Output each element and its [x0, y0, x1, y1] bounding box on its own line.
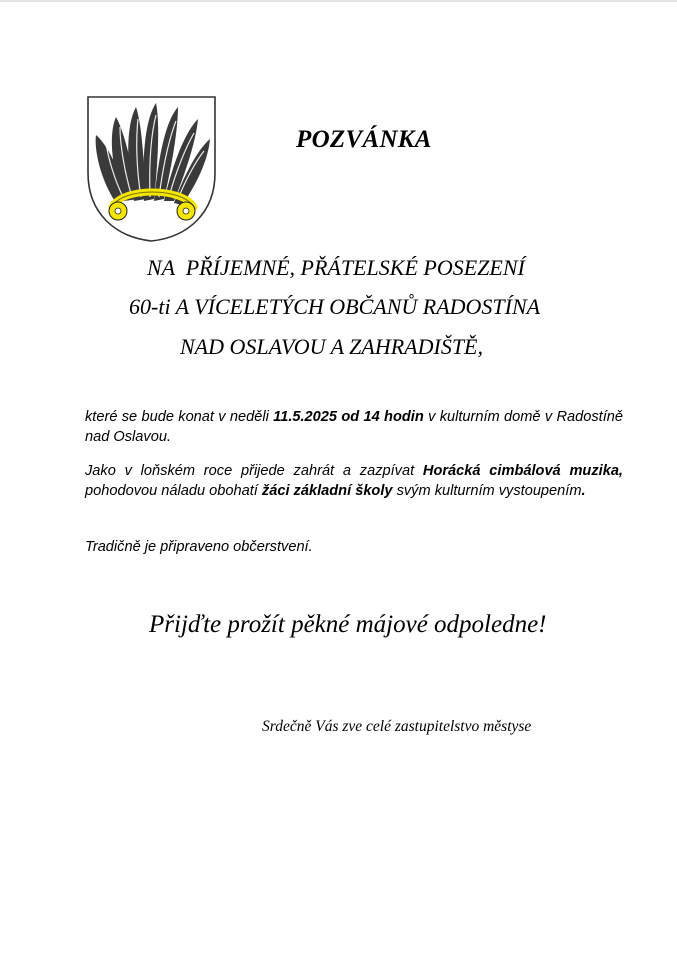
program-period: .	[581, 483, 586, 499]
page-top-edge	[0, 0, 677, 2]
headline-line-1: NA PŘÍJEMNÉ, PŘÁTELSKÉ POSEZENÍ	[147, 255, 525, 280]
pupils-highlight: žáci základní školy	[261, 483, 393, 499]
headline-line-3: NAD OSLAVOU A ZAHRADIŠTĚ,	[180, 334, 483, 359]
program-middle-text: pohodovou náladu obohatí	[85, 483, 262, 499]
event-date: 11.5.2025	[273, 409, 338, 425]
event-venue-text: v kulturním domě v Radostíně nad Oslavou.	[85, 409, 623, 445]
program-intro-text: Jako v loňském roce přijede zahrát a zazpívat	[85, 463, 423, 479]
event-details-paragraph	[85, 407, 623, 447]
band-name: Horácká cimbálová muzika,	[422, 463, 623, 479]
headline-line-2: 60-ti A VÍCELETÝCH OBČANŮ RADOSTÍNA	[129, 294, 541, 319]
event-time: od 14 hodin	[341, 409, 424, 425]
event-details-text: které se bude konat v neděli	[85, 409, 274, 425]
coat-of-arms-icon	[86, 95, 217, 243]
invitation-slogan: Přijďte prožít pěkné májové odpoledne!	[149, 611, 547, 638]
program-paragraph	[85, 461, 623, 501]
document-title: POZVÁNKA	[296, 126, 432, 153]
signature-line: Srdečně Vás zve celé zastupitelstvo městyse	[262, 718, 532, 735]
program-end-text: svým kulturním vystoupením	[392, 483, 582, 499]
refreshments-paragraph: Tradičně je připraveno občerstvení.	[85, 539, 313, 555]
